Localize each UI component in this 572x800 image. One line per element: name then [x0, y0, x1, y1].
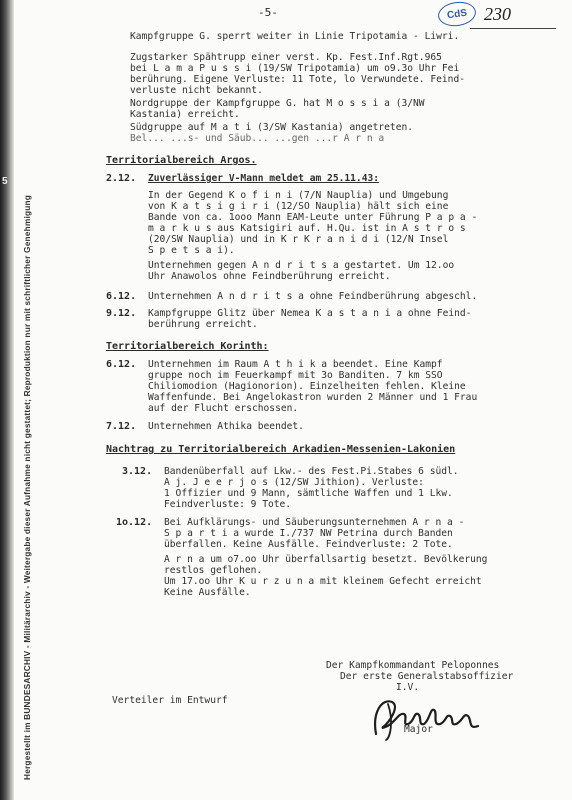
entry-date: 6.12. [106, 359, 137, 370]
entry-date: 9.12. [106, 308, 137, 319]
entry-line: In der Gegend K o f i n i (7/N Nauplia) und Umgebung [148, 190, 449, 201]
entry-line: Um 17.oo Uhr K u r z u n a mit kleinem Gefecht erreicht [164, 576, 482, 587]
distribution-note: Verteiler im Entwurf [112, 695, 228, 706]
entry-line: Keine Ausfälle. [164, 587, 251, 598]
entry-line: m a r k u s aus Katsigiri auf. H.Qu. ist in A s t r o s [148, 223, 466, 234]
entry-date: 3.12. [122, 466, 153, 477]
entry-line: S p a r t i a wurde I./737 NW Petrina durch Banden [164, 528, 453, 539]
entry-line: restlos geflohen. [164, 565, 263, 576]
entry-line: Waffenfunde. Bei Angelokastron wurden 2 Männer und 1 Frau [148, 392, 478, 403]
entry-line: von K a t s i g i r i (12/SO Nauplia) hält sich eine [148, 201, 449, 212]
intro-line: Nordgruppe der Kampfgruppe G. hat M o s s i a (3/NW [130, 98, 425, 109]
entry-line: S p e t s a i). [148, 245, 235, 256]
entry-date: 2.12. [106, 173, 137, 184]
edge-number: 5 [2, 176, 8, 187]
entry-date: 7.12. [106, 421, 137, 432]
intro-line: berührung. Eigene Verluste: 11 Tote, lo Verwundete. Feind- [130, 74, 466, 85]
entry-line: Unternehmen im Raum A t h i k a beendet. Eine Kampf [148, 359, 443, 370]
signature-line-2: Der erste Generalstabsoffizier [340, 671, 514, 682]
entry-line: überfallen. Keine Ausfälle. Feindverluste: 2 Tote. [164, 539, 453, 550]
divider [470, 28, 556, 29]
entry-date: 6.12. [106, 291, 137, 302]
signature-line-3: I.V. [396, 682, 420, 693]
archive-side-stamp: Hergestellt im BUNDESARCHIV - Militärarchiv - Weitergabe dieser Aufnahme nicht gestattet; Reproduktion nur mit schriftlicher Genehmigung [22, 194, 32, 780]
entry-line: berührung erreicht. [148, 319, 258, 330]
section-title-argos: Territorialbereich Argos. [106, 155, 257, 166]
entry-line: Chiliomodion (Hagionorion). Einzelheiten fehlen. Kleine [148, 381, 466, 392]
entry-line: Bandenüberfall auf Lkw.- des Fest.Pi.Stabes 6 südl. [164, 466, 459, 477]
entry-line: A r n a um o7.oo Uhr überfallsartig besetzt. Bevölkerung [164, 554, 488, 565]
page-edge [0, 0, 14, 800]
intro-line: Südgruppe auf M a t i (3/SW Kastania) angetreten. [130, 122, 414, 133]
entry-date: 1o.12. [116, 517, 153, 528]
entry-line: Bande von ca. 1ooo Mann EAM-Leute unter Führung P a p a - [148, 212, 478, 223]
entry-line: gruppe noch im Feuerkampf mit 3o Banditen. 7 km SSO [148, 370, 443, 381]
entry-line: Bei Aufklärungs- und Säuberungsunternehmen A r n a - [164, 517, 465, 528]
section-title-korinth: Territorialbereich Korinth: [106, 341, 269, 352]
intro-line: Zugstarker Spähtrupp einer verst. Kp. Fest.Inf.Rgt.965 [130, 52, 442, 63]
entry-line: auf der Flucht erschossen. [148, 403, 299, 414]
intro-line: bei L a m a P u s s i (19/SW Tripotamia) um o9.3o Uhr Fei [130, 63, 460, 74]
section-title-arkadien: Nachtrag zu Territorialbereich Arkadien-Messenien-Lakonien [106, 444, 456, 455]
entry-line: Unternehmen A n d r i t s a ohne Feindberührung abgeschl. [148, 291, 478, 302]
page-number: -5- [258, 6, 278, 19]
entry-line: Uhr Anawolos ohne Feindberührung erreicht. [148, 271, 391, 282]
entry-line: 1 Offizier und 9 Mann, sämtliche Waffen und 1 Lkw. [164, 488, 453, 499]
intro-line: verluste nicht bekannt. [130, 85, 263, 96]
intro-line: Kastania) erreicht. [130, 109, 240, 120]
signature-line-1: Der Kampfkommandant Peloponnes [326, 660, 500, 671]
entry-line: (20/SW Nauplia) und in K r K r a n i d i (12/N Insel [148, 234, 449, 245]
archive-stamp [437, 0, 478, 29]
archive-number: 230 [484, 4, 511, 24]
intro-line: Kampfgruppe G. sperrt weiter in Linie Tripotamia - Liwri. [130, 31, 460, 42]
entry-line: Unternehmen Athika beendet. [148, 421, 304, 432]
entry-line: Unternehmen gegen A n d r i t s a gestartet. Um 12.oo [148, 260, 455, 271]
entry-line: Kampfgruppe Glitz über Nemea K a s t a n i a ohne Feind- [148, 308, 472, 319]
entry-line: Feindverluste: 9 Tote. [164, 499, 292, 510]
intro-line: Bel... ...s- und Säub... ...gen ...r A r n a [130, 133, 385, 144]
signature-rank: Major [404, 724, 433, 735]
archive-stamp-text: CdS [446, 7, 468, 21]
entry-line: A j. J e e r j o s (12/SW Jithion). Verluste: [164, 477, 424, 488]
entry-line: Zuverlässiger V-Mann meldet am 25.11.43: [148, 173, 380, 184]
